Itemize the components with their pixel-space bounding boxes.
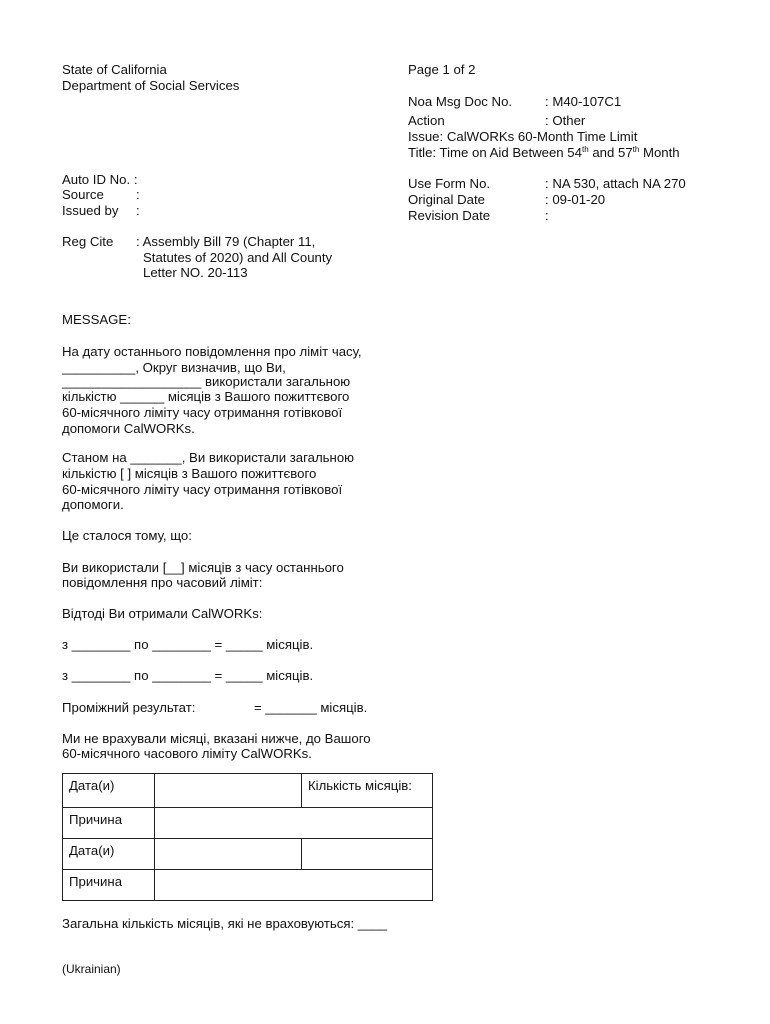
- issue-line: Issue: CalWORKs 60-Month Time Limit: [408, 129, 638, 144]
- reason-label-cell: Причина: [63, 808, 155, 839]
- reason-value-cell: [155, 808, 433, 839]
- original-date-value: : 09-01-20: [545, 192, 606, 207]
- use-form-label: Use Form No.: [408, 176, 491, 191]
- text-line: кількістю [ ] місяців з Вашого пожиттєвого: [62, 466, 317, 481]
- text-line: повідомлення про часовий ліміт:: [62, 575, 263, 590]
- text-line: Ми не врахували місяці, вказані нижче, до Вашого: [62, 731, 371, 746]
- action-label: Action: [408, 113, 445, 128]
- revision-date-value: :: [545, 208, 549, 223]
- text-line: 60-місячного ліміту часу отримання готівкової: [62, 405, 343, 420]
- dates-label-cell: Дата(и): [63, 774, 155, 808]
- months-count-cell: Кількість місяців:: [302, 774, 433, 808]
- action-value: : Other: [545, 113, 586, 128]
- source-colon: :: [136, 187, 140, 202]
- text-line: Ви використали [__] місяців з часу останнього: [62, 560, 344, 575]
- text-line: На дату останнього повідомлення про ліміт часу,: [62, 344, 362, 359]
- table-row: [63, 774, 433, 808]
- months-count-cell: [302, 839, 433, 870]
- reg-cite-line2: Statutes of 2020) and All County: [143, 250, 333, 265]
- subtotal-value: = _______ місяців.: [254, 700, 368, 715]
- original-date-label: Original Date: [408, 192, 485, 207]
- reg-cite-line3: Letter NO. 20-113: [143, 265, 248, 280]
- issued-by-colon: :: [136, 203, 140, 218]
- table-row: [63, 870, 433, 901]
- auto-id: Auto ID No. :: [62, 172, 138, 187]
- text-line: допомоги.: [62, 497, 124, 512]
- reg-cite-line1: : Assembly Bill 79 (Chapter 11,: [136, 234, 316, 249]
- noa-label: Noa Msg Doc No.: [408, 94, 513, 109]
- dates-value-cell: [155, 774, 302, 808]
- text-line: 60-місячного ліміту часу отримання готівкової: [62, 482, 343, 497]
- reg-cite-label: Reg Cite: [62, 234, 114, 249]
- source-label: Source: [62, 187, 104, 202]
- dates-label-cell: Дата(и): [63, 839, 155, 870]
- text-line: 60-місячного часового ліміту CalWORKs.: [62, 746, 312, 761]
- department-name: Department of Social Services: [62, 78, 240, 93]
- language-footer: (Ukrainian): [62, 962, 121, 976]
- reason-value-cell: [155, 870, 433, 901]
- use-form-value: : NA 530, attach NA 270: [545, 176, 686, 191]
- dates-value-cell: [155, 839, 302, 870]
- revision-date-label: Revision Date: [408, 208, 491, 223]
- issued-by-label: Issued by: [62, 203, 119, 218]
- text-line: ___________________ використали загальною: [62, 374, 351, 389]
- text-line: кількістю ______ місяців з Вашого пожиттєвого: [62, 389, 350, 404]
- noa-value: : M40-107C1: [545, 94, 622, 109]
- text-line: Станом на _______, Ви використали загальною: [62, 450, 355, 465]
- excluded-months-table: [62, 773, 433, 901]
- table-row: [63, 808, 433, 839]
- total-not-counted: Загальна кількість місяців, які не враховуються: ____: [62, 916, 388, 931]
- since-line: Відтоді Ви отримали CalWORKs:: [62, 606, 263, 621]
- subtotal-label: Проміжний результат:: [62, 700, 196, 715]
- org-name: State of California: [62, 62, 167, 77]
- range-line-2: з ________ по ________ = _____ місяців.: [62, 668, 314, 683]
- table-row: [63, 839, 433, 870]
- reason-label-cell: Причина: [63, 870, 155, 901]
- range-line-1: з ________ по ________ = _____ місяців.: [62, 637, 314, 652]
- text-line: допомоги CalWORKs.: [62, 421, 195, 436]
- because-line: Це сталося тому, що:: [62, 528, 192, 543]
- page-number: Page 1 of 2: [408, 62, 476, 77]
- message-heading: MESSAGE:: [62, 312, 131, 327]
- title-line: Title: Time on Aid Between 54th and 57th Month: [408, 145, 680, 160]
- text-line: __________, Округ визначив, що Ви,: [62, 360, 286, 375]
